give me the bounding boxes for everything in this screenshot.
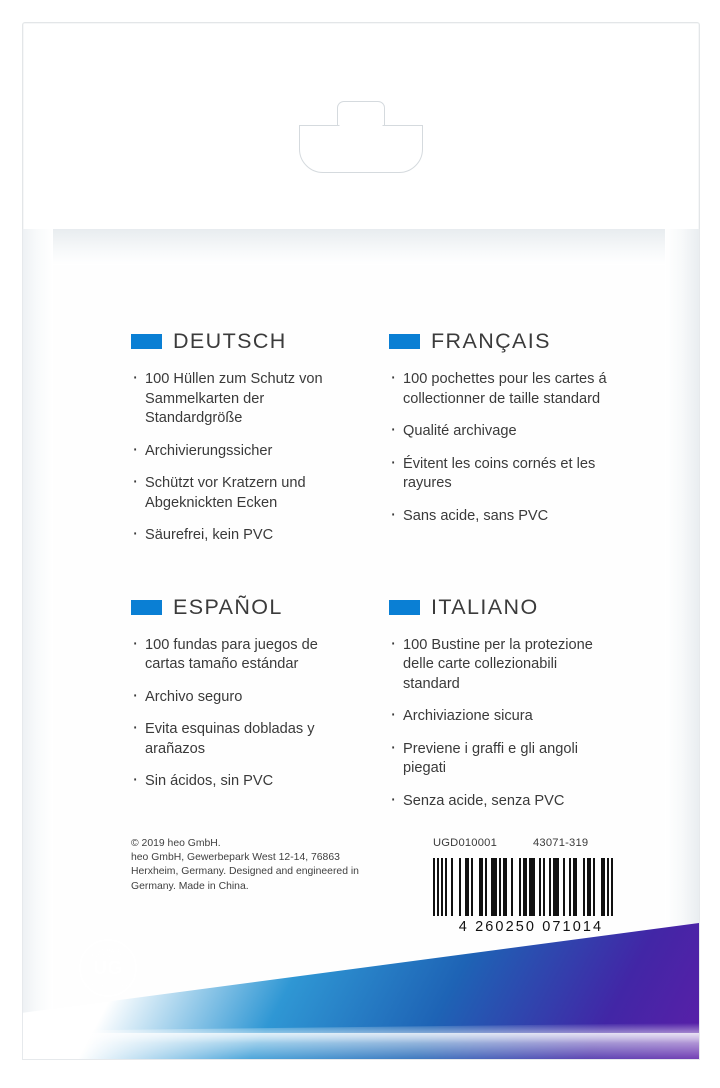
- language-header: [131, 595, 353, 620]
- list-item: · Archivo seguro: [131, 688, 353, 708]
- package-body: [22, 229, 700, 1060]
- language-header: [389, 595, 611, 620]
- barcode-area: [433, 837, 643, 935]
- list-item: · Évitent les coins cornés et les rayures: [389, 455, 611, 494]
- list-item: · Archivierungssicher: [131, 442, 353, 462]
- feature-list: [389, 636, 611, 812]
- seal-mark: UG: [93, 957, 123, 979]
- list-item: · Sin ácidos, sin PVC: [131, 772, 353, 792]
- language-block-italiano: [389, 595, 611, 825]
- list-item: · 100 Hüllen zum Schutz von Sammelkarten der Standardgröße: [131, 370, 353, 429]
- seal-top-text: ULTIMATE PROTECTION: [90, 948, 126, 958]
- code-row: [433, 837, 643, 849]
- package-header-card: [22, 22, 700, 231]
- copyright-line: © 2019 heo GmbH.: [131, 838, 221, 849]
- address-line: heo GmbH, Gewerbepark West 12-14, 76863 Herxheim, Germany. Designed and engineered in Germany. Made in China.: [131, 852, 359, 892]
- list-item: · 100 fundas para juegos de cartas tamaño estándar: [131, 636, 353, 675]
- list-item: · Previene i graffi e gli angoli piegati: [389, 740, 611, 779]
- list-item: · Qualité archivage: [389, 422, 611, 442]
- feature-list: [131, 636, 353, 792]
- hanger-hole: [299, 125, 423, 173]
- language-title: ITALIANO: [431, 594, 539, 619]
- list-item: · 100 pochettes pour les cartes á collectionner de taille standard: [389, 370, 611, 409]
- list-item: · Schützt vor Kratzern und Abgeknickten Ecken: [131, 474, 353, 513]
- language-title: ESPAÑOL: [173, 594, 283, 619]
- flag-icon: [389, 334, 420, 349]
- list-item: · Evita esquinas dobladas y arañazos: [131, 720, 353, 759]
- feature-list: [389, 370, 611, 526]
- barcode-icon: [433, 858, 629, 916]
- language-block-francais: [389, 329, 611, 559]
- hanger-hole-mask: [340, 123, 383, 131]
- plastic-sheen-left: [23, 229, 53, 1059]
- list-item: · Säurefrei, kein PVC: [131, 526, 353, 546]
- list-item: · Senza acide, senza PVC: [389, 792, 611, 812]
- flag-icon: [131, 334, 162, 349]
- language-title: FRANÇAIS: [431, 329, 551, 353]
- plastic-sheen-top: [23, 229, 699, 265]
- feature-list: [131, 370, 353, 546]
- language-block-espanol: [131, 595, 353, 825]
- flag-icon: [131, 600, 162, 615]
- item-number: 43071-319: [533, 837, 589, 849]
- language-header: [131, 329, 353, 354]
- language-header: [389, 329, 611, 354]
- legal-text: [131, 837, 377, 935]
- flag-icon: [389, 600, 420, 615]
- list-item: · 100 Bustine per la protezione delle carte collezionabili standard: [389, 636, 611, 695]
- multilingual-content: [131, 329, 631, 860]
- bottom-fold-highlight: [23, 1033, 699, 1059]
- language-grid: [131, 329, 631, 860]
- list-item: · Sans acide, sans PVC: [389, 507, 611, 527]
- sku-code: UGD010001: [433, 837, 497, 849]
- language-title: DEUTSCH: [173, 329, 287, 353]
- list-item: · Archiviazione sicura: [389, 707, 611, 727]
- package-footer: [131, 837, 643, 935]
- seal-bottom-text: ULTIMATE GUARD: [84, 983, 132, 988]
- barcode-digits: 4 260250 071014: [458, 919, 604, 935]
- language-block-deutsch: [131, 329, 353, 559]
- ultimate-guard-seal-icon: [79, 939, 137, 997]
